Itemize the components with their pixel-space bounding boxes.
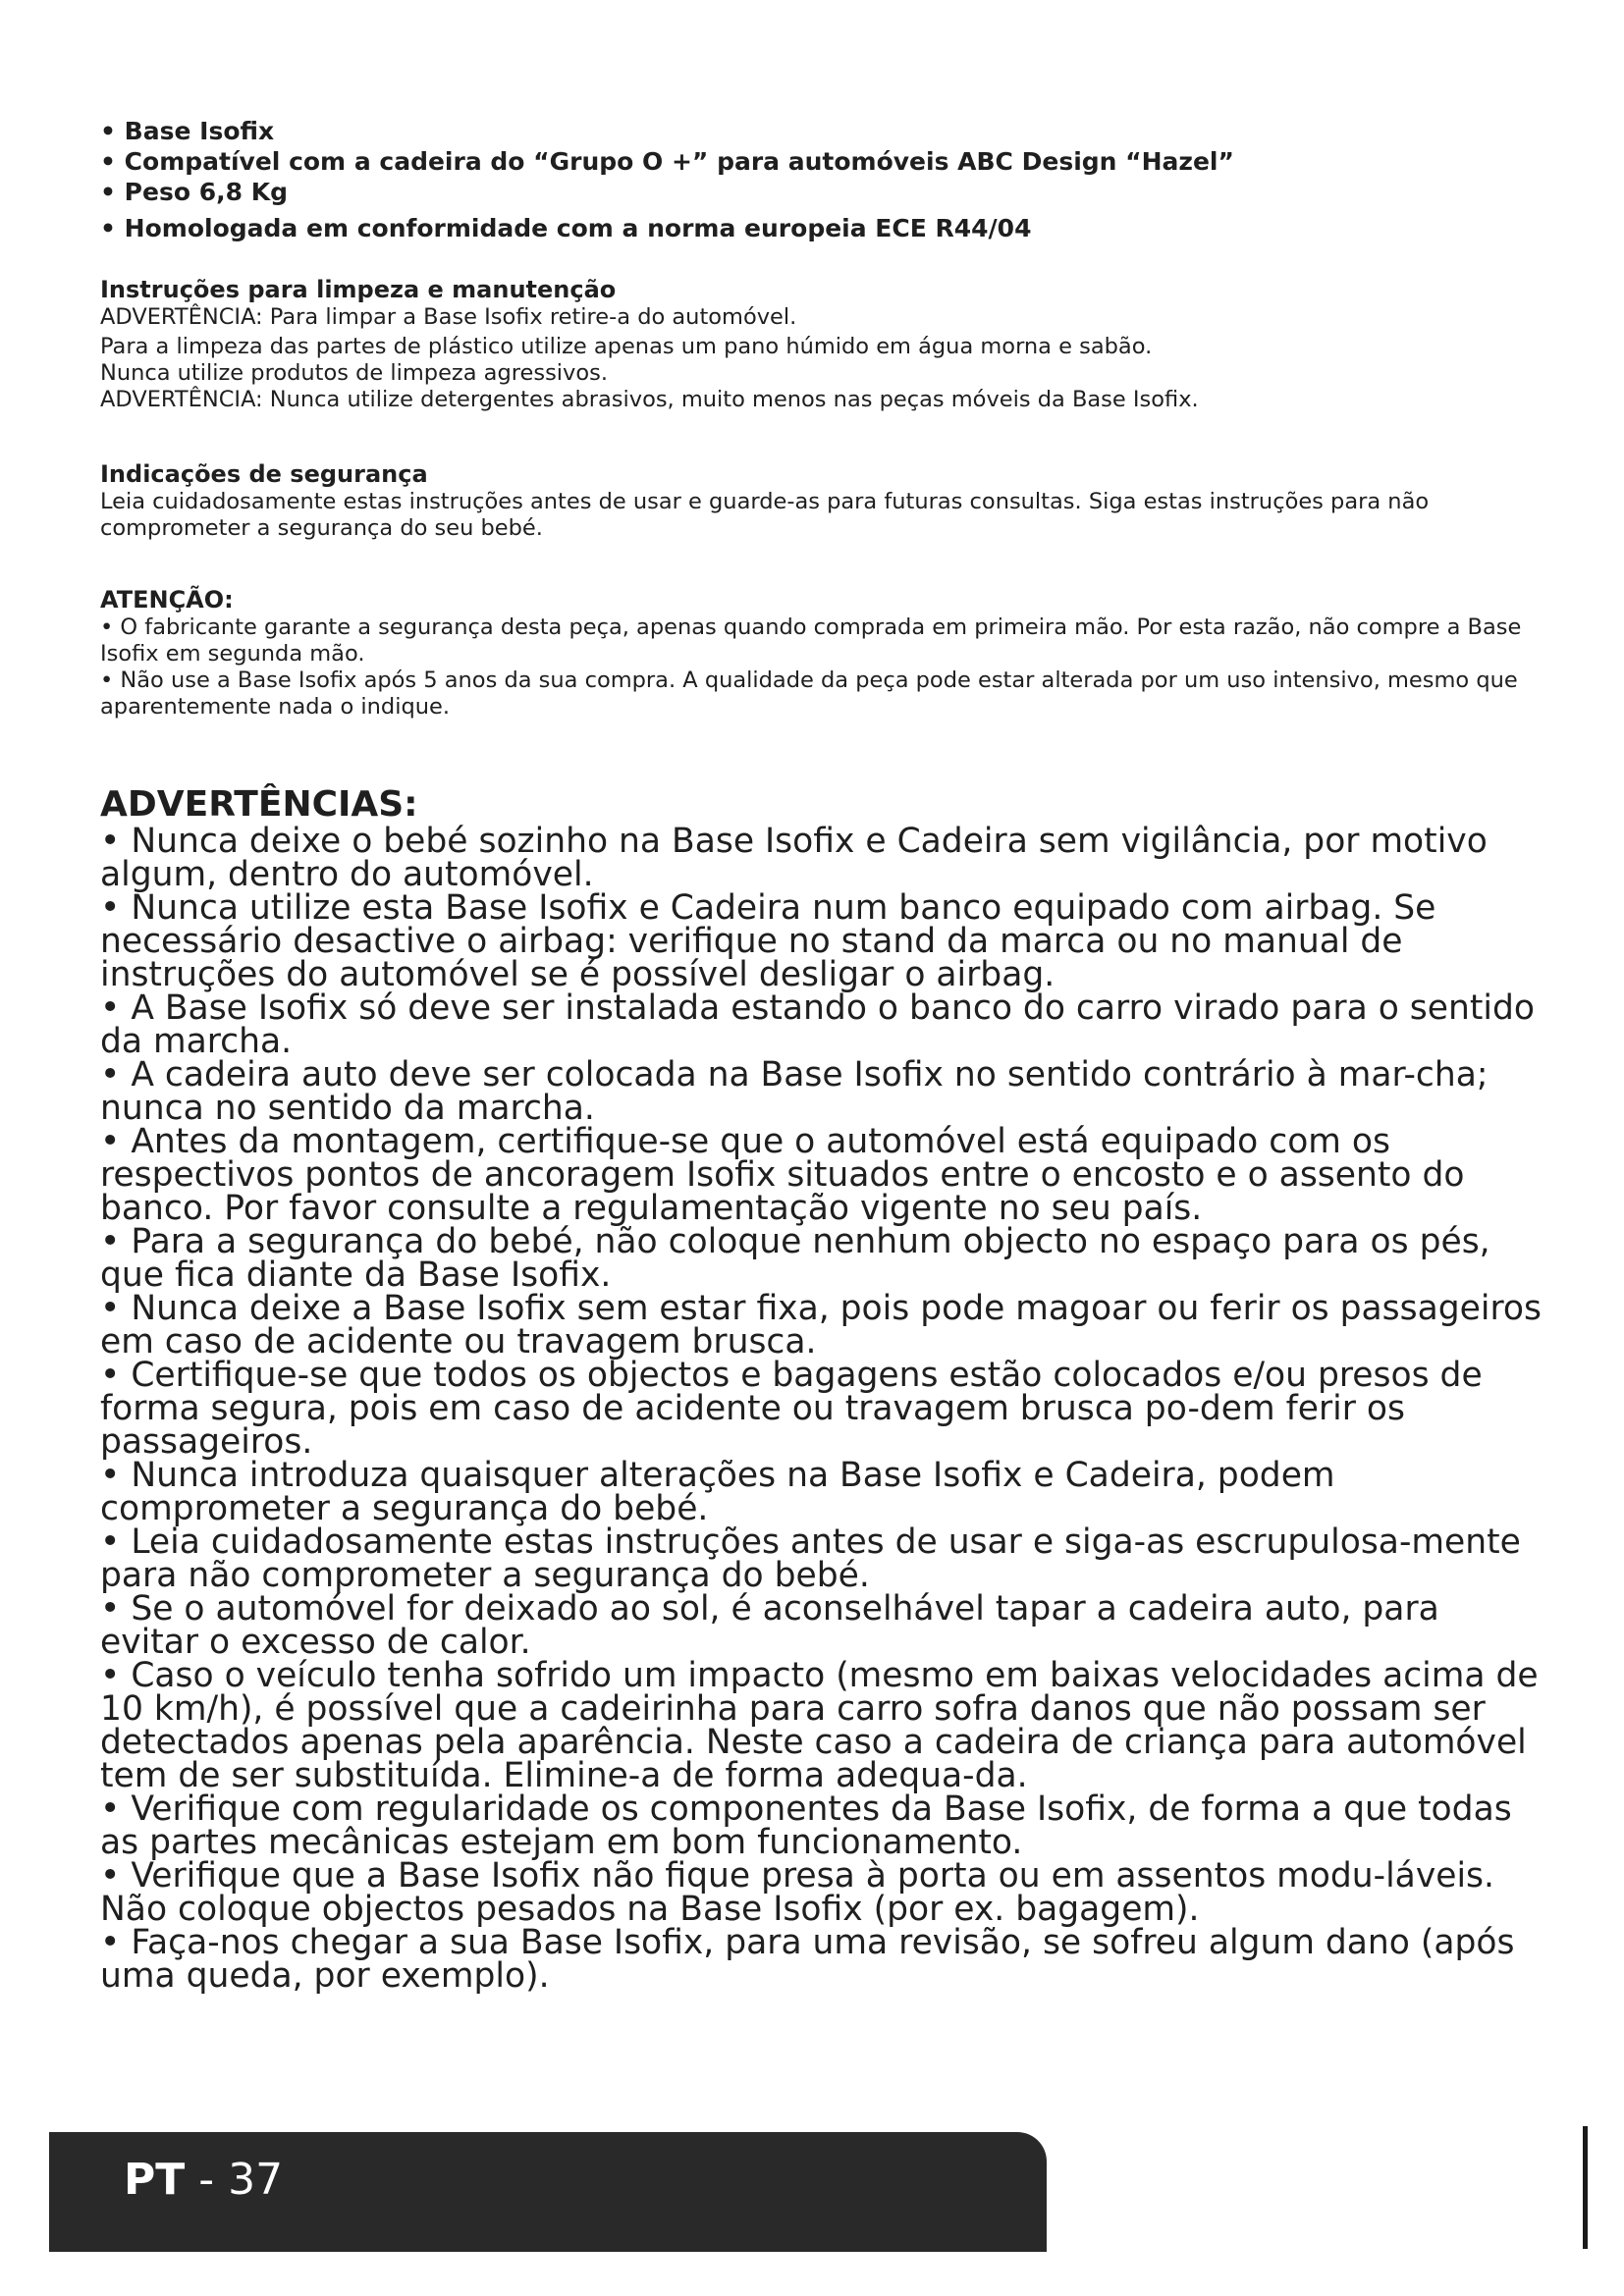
safety-text: Leia cuidadosamente estas instruções antes de usar e guarde-as para futuras consultas. Siga estas instruções para não comprometer a segurança do seu bebé. xyxy=(100,489,1430,541)
safety-section xyxy=(100,459,1534,542)
warning-item: • Verifique que a Base Isofix não fique presa à porta ou em assentos modu-láveis. Não coloque objectos pesados na Base Isofix (por ex. bagagem). xyxy=(100,1856,1494,1929)
warning-item: • Nunca deixe o bebé sozinho na Base Isofix e Cadeira sem vigilância, por motivo algum, dentro do automóvel. xyxy=(100,822,1488,894)
warnings-title: ADVERTÊNCIAS: xyxy=(100,784,418,825)
page-footer-tab xyxy=(49,2132,1047,2252)
edge-marker xyxy=(1583,2126,1588,2249)
cleaning-line: Nunca utilize produtos de limpeza agressivos. xyxy=(100,360,609,386)
warning-item: • Faça-nos chegar a sua Base Isofix, para uma revisão, se sofreu algum dano (após uma queda, por exemplo). xyxy=(100,1923,1515,1996)
attention-item: • Não use a Base Isofix após 5 anos da sua compra. A qualidade da peça pode estar alterada por um uso intensivo, mesmo que aparentemente nada o indique. xyxy=(100,667,1518,720)
warning-item: • Certifique-se que todos os objectos e bagagens estão colocados e/ou presos de forma segura, pois em caso de acidente ou travagem brusca po-dem ferir os passageiros. xyxy=(100,1356,1483,1462)
language-code: PT xyxy=(124,2155,186,2205)
warning-item: • Se o automóvel for deixado ao sol, é aconselhável tapar a cadeira auto, para evitar o excesso de calor. xyxy=(100,1589,1439,1662)
cleaning-section xyxy=(100,275,1534,413)
cleaning-line: ADVERTÊNCIA: Para limpar a Base Isofix retire-a do automóvel. xyxy=(100,304,797,330)
cleaning-title: Instruções para limpeza e manutenção xyxy=(100,276,617,303)
warnings-list xyxy=(100,822,1543,1996)
warning-item: • Para a segurança do bebé, não coloque nenhum objecto no espaço para os pés, que fica diante da Base Isofix. xyxy=(100,1222,1490,1295)
warning-item: • Nunca deixe a Base Isofix sem estar fixa, pois pode magoar ou ferir os passageiros em caso de acidente ou travagem brusca. xyxy=(100,1289,1542,1362)
warning-item: • Nunca introduza quaisquer alterações na Base Isofix e Cadeira, podem comprometer a segurança do bebé. xyxy=(100,1456,1335,1528)
warning-item: • Caso o veículo tenha sofrido um impacto (mesmo em baixas velocidades acima de 10 km/h), é possível que a cadeirinha para carro sofra danos que não possam ser detectados apenas pela aparência. Neste caso a cadeira de criança para automóvel tem de ser substituída. Elimine-a de forma adequa-da. xyxy=(100,1656,1539,1795)
attention-item: • O fabricante garante a segurança desta peça, apenas quando comprada em primeira mão. Por esta razão, não compre a Base Isofix em segunda mão. xyxy=(100,614,1522,667)
attention-section xyxy=(100,585,1534,721)
warning-item: • A Base Isofix só deve ser instalada estando o banco do carro virado para o sentido da marcha. xyxy=(100,988,1535,1061)
warning-item: • Nunca utilize esta Base Isofix e Cadeira num banco equipado com airbag. Se necessário desactive o airbag: verifique no stand da marca ou no manual de instruções do automóvel se é possível desligar o airbag. xyxy=(100,888,1436,994)
product-specs-list xyxy=(100,116,1534,243)
spec-item: • Base Isofix xyxy=(100,117,275,145)
attention-title: ATENÇÃO: xyxy=(100,586,234,614)
warning-item: • Antes da montagem, certifique-se que o automóvel está equipado com os respectivos pontos de ancoragem Isofix situados entre o encosto e o assento do banco. Por favor consulte a regulamentação vigente no seu país. xyxy=(100,1122,1465,1228)
cleaning-line: ADVERTÊNCIA: Nunca utilize detergentes abrasivos, muito menos nas peças móveis da Base Isofix. xyxy=(100,387,1199,412)
spec-item: • Peso 6,8 Kg xyxy=(100,178,288,206)
warning-item: • A cadeira auto deve ser colocada na Base Isofix no sentido contrário à mar-cha; nunca no sentido da marcha. xyxy=(100,1055,1489,1128)
warning-item: • Leia cuidadosamente estas instruções antes de usar e siga-as escrupulosa-mente para não comprometer a segurança do bebé. xyxy=(100,1522,1521,1595)
cleaning-line: Para a limpeza das partes de plástico utilize apenas um pano húmido em água morna e sabão. xyxy=(100,334,1153,359)
page-separator: - xyxy=(185,2155,229,2205)
warnings-section xyxy=(100,784,1543,1996)
page-number-label xyxy=(124,2156,283,2205)
safety-title: Indicações de segurança xyxy=(100,460,428,488)
spec-item: • Homologada em conformidade com a norma europeia ECE R44/04 xyxy=(100,214,1032,242)
spec-item: • Compatível com a cadeira do “Grupo O +” para automóveis ABC Design “Hazel” xyxy=(100,147,1234,176)
warning-item: • Verifique com regularidade os componentes da Base Isofix, de forma a que todas as partes mecânicas estejam em bom funcionamento. xyxy=(100,1789,1512,1862)
page-number: 37 xyxy=(228,2155,284,2205)
